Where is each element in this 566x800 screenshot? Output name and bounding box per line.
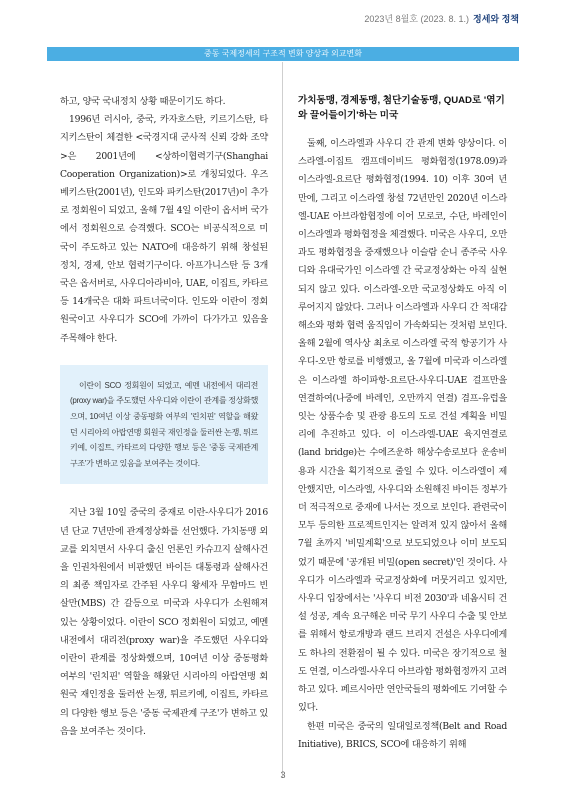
left-paragraph-1: 하고, 양국 국내정치 상황 때문이기도 하다.	[60, 96, 226, 107]
right-paragraph-1: 둘째, 이스라엘과 사우디 간 관계 변화 양상이다. 이스라엘-이집트 캠프데이비드 평화협정(1978.09)과 이스라엘-요르단 평화협정(1994. 10) 이후 30여 년 만에, 그리고 이스라엘 창설 72년만인 2020년 이스라엘-UAE 아브라함협정에 이어 모로코, 수단, 바레인이 이스라엘과 평화협정을 체결했다. 미국은 사우디, 오만과도 평화협정을 중재했으나 이슬람 순니 종주국 사우디와 유대국가인 이스라엘 간 국교정상화는 아직 실현되지 않고 있다. 이스라엘-오만 국교정상화도 아직 이루어지지 않았다. 그러나 이스라엘과 사우디 간 적대감 해소와 평화 협력 움직임이 가속화되는 것처럼 보인다. 올해 2월에 역사상 최초로 이스라엘 국적 항공기가 사우디-오만 항로를 비행했고, 올 7월에 미국과 이스라엘은 이스라엘 하이파항-요르단-사우디-UAE 걸프만을 연결하여(나중에 바레인, 오만까지 연결) 겸프-유럽을 잇는 상품수송 및 관광 용도의 도로 건설 계획을 비밀리에 추진하고 있다. 이 이스라엘-UAE 육지연결로(land bridge)는 수에즈운하 해상수송로보다 운송비용과 시간을 획기적으로 줄일 수 있다. 이스라엘이 제안했지만, 이스라엘, 사우디와 소원해진 바이든 정부가 더 적극적으로 중재에 나서는 것으로 보인다. 관련국이 모두 등의한 프로젝트인지는 알려져 있지 않아서 올해 7월 초까지 '비밀계획'으로 보도되었으나 이미 보도되었기 때문에 '공개된 비밀(open secret)'인 것이다. 사우디가 이스라엘과 국교정상화에 머뭇거리고 있지만, 사우디 입장에서는 '사우디 비전 2030'과 네옴시티 건설 성공, 계속 요구해온 미국 무기 사우디 수출 및 안보를 위해서 항로개방과 랜드 브리지 건설은 사우디에게도 하나의 전환점이 될 수 있다. 미국은 장기적으로 철도 연결, 이스라엘-사우디 아브라함 평화협정까지 고려하고 있다. 페르시아만 연안국들의 평화에도 기여할 수 있다.	[298, 138, 507, 714]
callout-box	[60, 365, 268, 485]
left-paragraph-2: 1996년 러시아, 중국, 카자흐스탄, 키르기스탄, 타지키스탄이 체결한 <국경지대 군사적 신뢰 강화 조약>은 2001년에 <상하이협력기구(Shanghai Cooperation Organization)>로 개칭되었다. 우즈베키스탄(2001년), 인도와 파키스탄(2017년)이 추가로 정회원이 되었고, 올해 7월 4일 이란이 옵서버 국가에서 정회원으로 승격했다. SCO는 비공식적으로 미국이 주도하고 있는 NATO에 대응하기 위해 창설된 정치, 경제, 안보 협력기구이다. 아프가니스탄 등 3개국은 옵서버로, 사우디아라비아, UAE, 이집트, 카타르 등 14개국은 대화 파트너국이다. 인도와 이란이 정회원국이고 사우디가 SCO에 가까이 다가가고 있음을 주목해야 한다.	[60, 114, 268, 344]
right-column	[298, 93, 507, 754]
left-paragraph-3: 지난 3월 10일 중국의 중재로 이란-사우디가 2016년 단교 7년만에 관계정상화를 선언했다. 가치동맹 외교를 외치면서 사우디 출신 언론인 카슈끄지 살해사건을 인권차원에서 비판했던 바이든 대통령과 살해사건의 최종 책임자로 간주된 사우디 왕세자 무함마드 빈 살만(MBS) 간 갈등으로 미국과 사우디가 소원해져 있는 상황이었다. 이란이 SCO 정회원이 되었고, 예멘 내전에서 대리전(proxy war)을 주도했던 사우디와 이란이 관계를 정상화했으며, 10여년 이상 중동평화 여부의 '린치핀' 역할을 해왔던 시리아의 아랍연맹 회원국 재인정을 둘러싼 논쟁, 튀르키예, 이집트, 카타르의 다양한 행보 등은 '중동 국제관계 구조'가 변하고 있음을 보여주는 것이다.	[60, 507, 268, 737]
article-banner: 중동 국제정세의 구조적 변화 양상과 외교변화	[47, 47, 519, 61]
issue-header	[364, 12, 519, 25]
section-heading: 가치동맹, 경제동맹, 첨단기술동맹, QUAD로 '엮기와 끌어들이기'하는 미국	[298, 95, 505, 121]
page-number: 3	[280, 770, 286, 780]
section-title: 정세와 정책	[473, 14, 519, 24]
column-divider	[282, 62, 283, 778]
callout-text: 이란이 SCO 정회원이 되었고, 예멘 내전에서 대리전(proxy war)을 주도했던 사우디와 이란이 관계를 정상화했으며, 10여년 이상 중동평화 여부의 '린치핀' 역할을 해왔던 시리아의 아랍연맹 회원국 재인정을 둘러싼 논쟁, 튀르키예, 이집트, 카타르의 다양한 행보 등은 '중동 국제관계 구조'가 변하고 있음을 보여주는 것이다.	[70, 380, 258, 468]
right-paragraph-2: 한편 미국은 중국의 일대일로정책(Belt and Road Initiative), BRICS, SCO에 대응하기 위해	[298, 720, 507, 750]
issue-date: 2023년 8월호 (2023. 8. 1.)	[364, 14, 470, 24]
left-column	[60, 93, 268, 741]
